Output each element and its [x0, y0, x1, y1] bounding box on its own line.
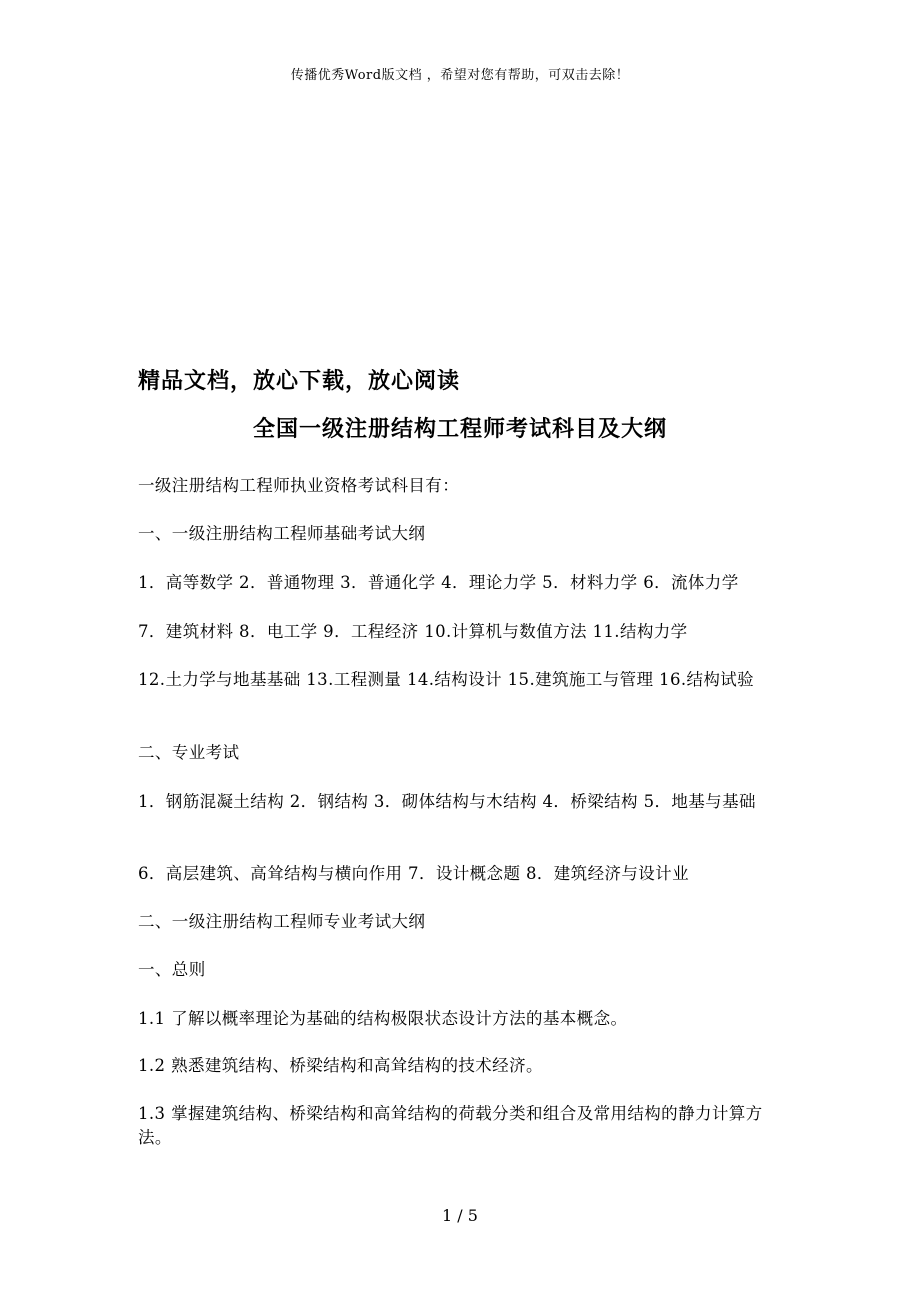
- subject-list-line-1: 1．高等数学 2．普通物理 3．普通化学 4．理论力学 5．材料力学 6．流体力学: [138, 573, 739, 592]
- section-heading-basic-exam: 一、一级注册结构工程师基础考试大纲: [138, 524, 426, 543]
- paragraph-intro: 一级注册结构工程师执业资格考试科目有：: [138, 476, 460, 495]
- page-indicator: 1 / 5: [442, 1206, 478, 1225]
- professional-subject-line-1: 1．钢筋混凝土结构 2．钢结构 3．砌体结构与木结构 4．桥梁结构 5．地基与基础: [138, 792, 756, 811]
- header-note: 传播优秀Word版文档 ，希望对您有帮助，可双击去除！: [290, 68, 630, 83]
- section-heading-professional-exam: 二、专业考试: [138, 743, 240, 762]
- section-heading-general: 一、总则: [138, 960, 206, 979]
- promo-heading: 精品文档，放心下载，放心阅读: [138, 368, 461, 394]
- document-title: 全国一级注册结构工程师考试科目及大纲: [252, 416, 667, 442]
- clause-1-2: 1.2 熟悉建筑结构、桥梁结构和高耸结构的技术经济。: [138, 1056, 543, 1075]
- section-heading-professional-outline: 二、一级注册结构工程师专业考试大纲: [138, 912, 426, 931]
- subject-list-line-3: 12.土力学与地基基础 13.工程测量 14.结构设计 15.建筑施工与管理 16.结构试验: [138, 670, 755, 689]
- clause-1-3: 1.3 掌握建筑结构、桥梁结构和高耸结构的荷载分类和组合及常用结构的静力计算方法。: [138, 1104, 763, 1147]
- clause-1-1: 1.1 了解以概率理论为基础的结构极限状态设计方法的基本概念。: [138, 1009, 628, 1028]
- subject-list-line-2: 7．建筑材料 8．电工学 9．工程经济 10.计算机与数值方法 11.结构力学: [138, 622, 688, 641]
- professional-subject-line-2: 6．高层建筑、高耸结构与横向作用 7．设计概念题 8．建筑经济与设计业: [138, 864, 689, 883]
